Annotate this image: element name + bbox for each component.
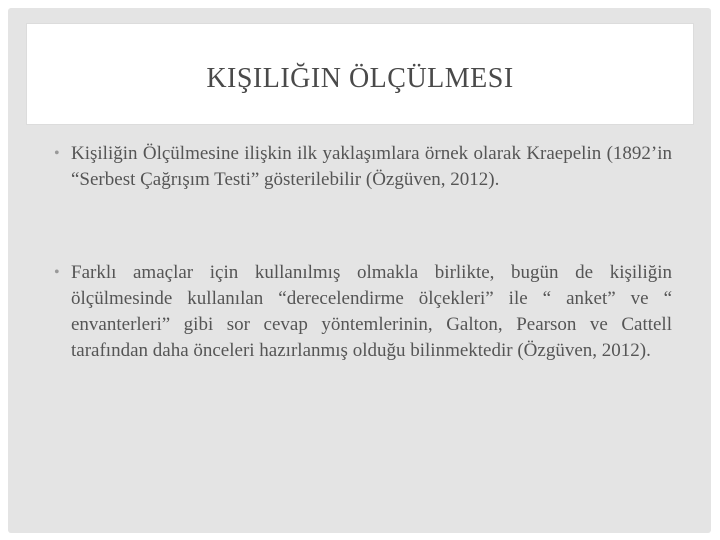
bullet-list — [52, 141, 672, 364]
bullet-item — [52, 141, 672, 193]
title-box — [26, 23, 694, 125]
bullet-text: Kişiliğin Ölçülmesine ilişkin ilk yaklaşımlara örnek olarak Kraepelin (1892’in “Serbest Çağrışım Testi” gösterilebilir (Özgüven, 2012). — [71, 143, 672, 190]
bullet-item — [52, 260, 672, 364]
bullet-marker: • — [54, 264, 60, 281]
bullet-text: Farklı amaçlar için kullanılmış olmakla birlikte, bugün de kişiliğin ölçülmesinde kullanılan “derecelendirme ölçekleri” ile “ anket” ve “ envanterleri” gibi sor cevap yöntemlerinin, Galton, Pearson ve Cattell tarafından daha önceleri hazırlanmış olduğu bilinmektedir (Özgüven, 2012). — [71, 262, 672, 361]
bullet-marker: • — [54, 145, 60, 162]
slide — [8, 8, 711, 533]
slide-title: KIŞILIĞIN ÖLÇÜLMESI — [206, 63, 514, 94]
